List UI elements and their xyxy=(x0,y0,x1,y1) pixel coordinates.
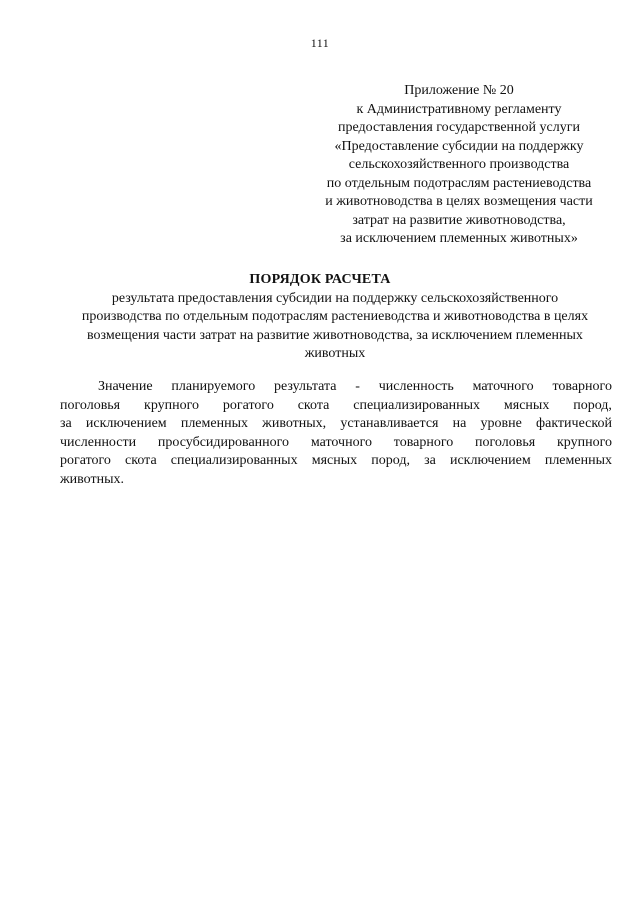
paragraph-word: животных. xyxy=(60,471,125,487)
paragraph-word: за xyxy=(424,453,436,468)
appendix-line: Приложение № 20 xyxy=(404,83,514,98)
paragraph-line xyxy=(60,378,612,397)
paragraph-word: рогатого xyxy=(60,453,111,468)
document-title: ПОРЯДОК РАСЧЕТА xyxy=(249,272,391,287)
paragraph-word: устанавливается xyxy=(340,416,439,431)
paragraph-word: фактической xyxy=(536,416,612,431)
appendix-line: сельскохозяйственного производства xyxy=(348,157,570,172)
page-number: 111 xyxy=(310,36,330,50)
subtitle-line: производства по отдельным подотраслям растениеводства и животноводства в целях xyxy=(81,309,589,325)
paragraph-word: - xyxy=(355,379,360,394)
paragraph-word: уровне xyxy=(480,416,522,431)
paragraph-word: маточного xyxy=(310,434,372,450)
paragraph-word: Значение xyxy=(98,379,153,394)
paragraph-word: поголовья xyxy=(60,397,121,413)
appendix-line: и животноводства в целях возмещения части xyxy=(325,194,593,209)
paragraph-word: пород, xyxy=(371,453,410,468)
paragraph-word: мясных xyxy=(503,397,550,413)
paragraph-word: планируемого xyxy=(171,379,256,394)
paragraph-line xyxy=(60,471,612,490)
appendix-line: затрат на развитие животноводства, xyxy=(352,212,566,228)
document-subtitle xyxy=(60,290,610,363)
paragraph-word: крупного xyxy=(556,434,612,450)
paragraph-word: просубсидированного xyxy=(157,434,290,450)
subtitle-line: возмещения части затрат на развитие животноводства, за исключением племенных xyxy=(87,327,583,343)
paragraph-line xyxy=(60,415,612,434)
paragraph-word: племенных xyxy=(180,416,248,431)
paragraph-line xyxy=(60,397,612,416)
paragraph-word: результата xyxy=(274,379,337,394)
subtitle-line: результата предоставления субсидии на поддержку сельскохозяйственного xyxy=(111,291,559,306)
paragraph-word: поголовья xyxy=(475,434,536,450)
paragraph-word: специализированных xyxy=(170,453,298,468)
appendix-line: за исключением племенных животных» xyxy=(340,231,578,246)
paragraph-word: крупного xyxy=(144,397,200,413)
paragraph-word: за xyxy=(60,416,72,431)
paragraph-word: исключением xyxy=(85,416,167,431)
paragraph-word: маточного xyxy=(472,379,534,394)
appendix-line: предоставления государственной услуги xyxy=(338,120,580,135)
appendix-line: к Административному регламенту xyxy=(356,101,562,117)
appendix-line: по отдельным подотраслям растениеводства xyxy=(326,175,592,191)
paragraph-word: на xyxy=(452,416,467,431)
paragraph-word: товарного xyxy=(393,434,454,450)
paragraph-word: скота xyxy=(125,453,157,468)
paragraph-word: численности xyxy=(60,434,137,450)
body-paragraph xyxy=(60,378,612,489)
appendix-header xyxy=(298,82,620,249)
paragraph-word: специализированных xyxy=(353,397,481,413)
paragraph-word: рогатого xyxy=(222,397,274,413)
paragraph-word: животных, xyxy=(262,416,327,431)
paragraph-word: мясных xyxy=(311,453,358,468)
paragraph-line xyxy=(60,434,612,453)
paragraph-word: скота xyxy=(297,397,330,413)
paragraph-word: пород, xyxy=(573,397,612,413)
paragraph-word: племенных xyxy=(544,453,612,468)
subtitle-line: животных xyxy=(304,345,366,361)
paragraph-line xyxy=(60,452,612,471)
appendix-line: «Предоставление субсидии на поддержку xyxy=(334,138,584,154)
paragraph-word: исключением xyxy=(449,453,531,468)
paragraph-word: численность xyxy=(378,379,454,394)
paragraph-word: товарного xyxy=(552,379,612,394)
